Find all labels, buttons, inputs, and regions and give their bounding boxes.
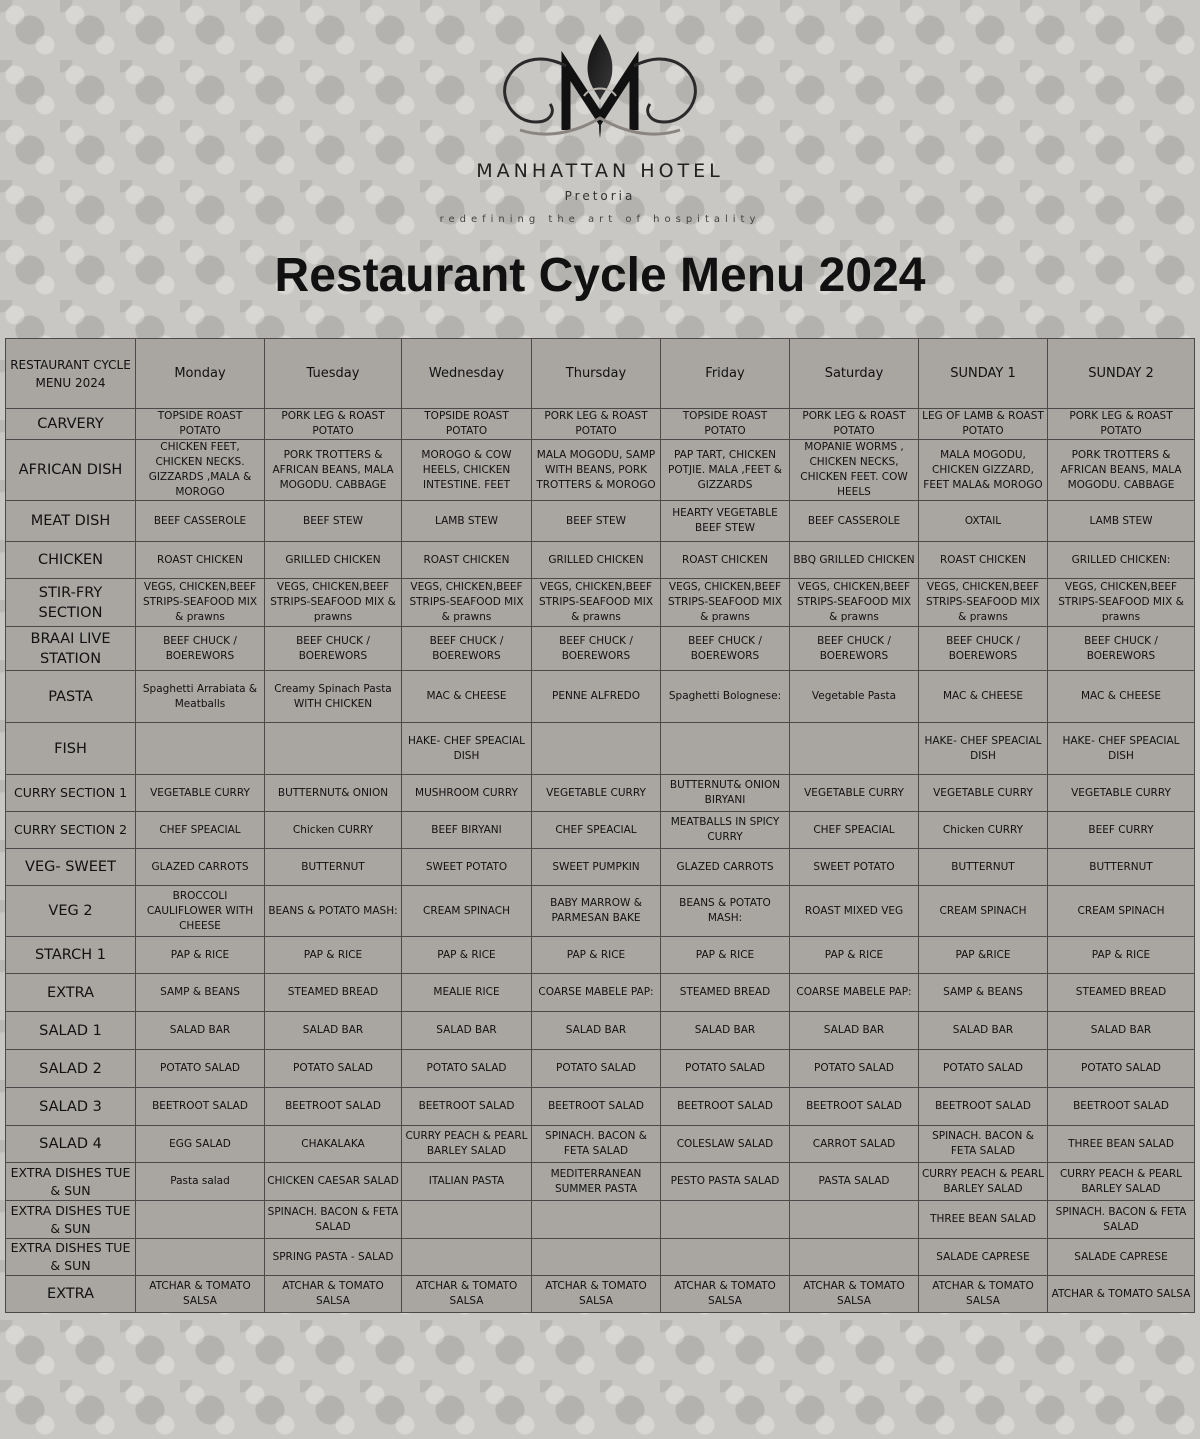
- menu-cell: ROAST CHICKEN: [919, 542, 1048, 579]
- menu-cell: [661, 723, 790, 775]
- menu-cell: MEDITERRANEAN SUMMER PASTA: [532, 1163, 661, 1201]
- table-row: [6, 1126, 1195, 1163]
- day-header: Thursday: [532, 339, 661, 409]
- row-category-label: EXTRA: [6, 1276, 136, 1313]
- menu-cell: Chicken CURRY: [265, 812, 402, 849]
- menu-cell: BEANS & POTATO MASH:: [265, 886, 402, 937]
- menu-cell: GRILLED CHICKEN: [532, 542, 661, 579]
- menu-cell: BEETROOT SALAD: [919, 1088, 1048, 1126]
- menu-cell: SAMP & BEANS: [919, 974, 1048, 1012]
- menu-cell: BEETROOT SALAD: [532, 1088, 661, 1126]
- menu-cell: SWEET POTATO: [402, 849, 532, 886]
- day-header-row: [6, 339, 1195, 409]
- menu-cell: COARSE MABELE PAP:: [532, 974, 661, 1012]
- menu-cell: BEEF CASSEROLE: [790, 501, 919, 542]
- menu-cell: BEEF CHUCK / BOEREWORS: [790, 627, 919, 671]
- menu-cell: HAKE- CHEF SPEACIAL DISH: [919, 723, 1048, 775]
- table-row: [6, 1012, 1195, 1050]
- menu-cell: BUTTERNUT& ONION BIRYANI: [661, 775, 790, 812]
- menu-cell: [402, 1239, 532, 1276]
- menu-cell: PAP &RICE: [919, 937, 1048, 974]
- menu-cell: CURRY PEACH & PEARL BARLEY SALAD: [1048, 1163, 1195, 1201]
- row-category-label: EXTRA DISHES TUE & SUN: [6, 1163, 136, 1201]
- menu-cell: SWEET POTATO: [790, 849, 919, 886]
- menu-cell: VEGS, CHICKEN,BEEF STRIPS-SEAFOOD MIX & prawns: [661, 579, 790, 627]
- menu-cell: MEATBALLS IN SPICY CURRY: [661, 812, 790, 849]
- hotel-name: MANHATTAN HOTEL: [476, 160, 724, 182]
- menu-cell: ITALIAN PASTA: [402, 1163, 532, 1201]
- day-header: SUNDAY 1: [919, 339, 1048, 409]
- menu-cell: SPINACH. BACON & FETA SALAD: [919, 1126, 1048, 1163]
- menu-cell: ATCHAR & TOMATO SALSA: [661, 1276, 790, 1313]
- menu-cell: VEGETABLE CURRY: [919, 775, 1048, 812]
- menu-cell: SALAD BAR: [790, 1012, 919, 1050]
- menu-cell: PORK LEG & ROAST POTATO: [1048, 409, 1195, 440]
- menu-cell: PENNE ALFREDO: [532, 671, 661, 723]
- menu-cell: MEALIE RICE: [402, 974, 532, 1012]
- menu-cell: BROCCOLI CAULIFLOWER WITH CHEESE: [136, 886, 265, 937]
- menu-cell: ATCHAR & TOMATO SALSA: [265, 1276, 402, 1313]
- menu-cell: STEAMED BREAD: [265, 974, 402, 1012]
- row-category-label: CURRY SECTION 1: [6, 775, 136, 812]
- menu-cell: BUTTERNUT: [265, 849, 402, 886]
- row-category-label: MEAT DISH: [6, 501, 136, 542]
- menu-cell: [790, 1239, 919, 1276]
- day-header: Friday: [661, 339, 790, 409]
- menu-cell: HAKE- CHEF SPEACIAL DISH: [402, 723, 532, 775]
- row-category-label: STIR-FRY SECTION: [6, 579, 136, 627]
- menu-cell: CHEF SPEACIAL: [136, 812, 265, 849]
- menu-cell: MUSHROOM CURRY: [402, 775, 532, 812]
- menu-cell: POTATO SALAD: [136, 1050, 265, 1088]
- menu-cell: CHEF SPEACIAL: [532, 812, 661, 849]
- menu-cell: CREAM SPINACH: [919, 886, 1048, 937]
- table-row: [6, 886, 1195, 937]
- table-row: [6, 1239, 1195, 1276]
- menu-cell: PORK TROTTERS & AFRICAN BEANS, MALA MOGODU. CABBAGE: [1048, 440, 1195, 501]
- menu-cell: BEANS & POTATO MASH:: [661, 886, 790, 937]
- menu-cell: PAP TART, CHICKEN POTJIE. MALA ,FEET & GIZZARDS: [661, 440, 790, 501]
- menu-cell: BEEF CHUCK / BOEREWORS: [1048, 627, 1195, 671]
- day-header: SUNDAY 2: [1048, 339, 1195, 409]
- menu-cell: VEGS, CHICKEN,BEEF STRIPS-SEAFOOD MIX & prawns: [1048, 579, 1195, 627]
- menu-cell: MOPANIE WORMS , CHICKEN NECKS, CHICKEN FEET. COW HEELS: [790, 440, 919, 501]
- table-row: [6, 1088, 1195, 1126]
- menu-cell: CURRY PEACH & PEARL BARLEY SALAD: [402, 1126, 532, 1163]
- menu-cell: BBQ GRILLED CHICKEN: [790, 542, 919, 579]
- menu-cell: POTATO SALAD: [790, 1050, 919, 1088]
- menu-cell: BEETROOT SALAD: [1048, 1088, 1195, 1126]
- menu-cell: MAC & CHEESE: [402, 671, 532, 723]
- menu-cell: VEGS, CHICKEN,BEEF STRIPS-SEAFOOD MIX & prawns: [532, 579, 661, 627]
- menu-cell: VEGS, CHICKEN,BEEF STRIPS-SEAFOOD MIX & prawns: [790, 579, 919, 627]
- menu-cell: SPINACH. BACON & FETA SALAD: [532, 1126, 661, 1163]
- row-category-label: FISH: [6, 723, 136, 775]
- menu-cell: GRILLED CHICKEN: [265, 542, 402, 579]
- table-row: [6, 1050, 1195, 1088]
- menu-cell: GRILLED CHICKEN:: [1048, 542, 1195, 579]
- menu-cell: ATCHAR & TOMATO SALSA: [402, 1276, 532, 1313]
- menu-cell: POTATO SALAD: [661, 1050, 790, 1088]
- menu-cell: STEAMED BREAD: [661, 974, 790, 1012]
- menu-cell: ROAST CHICKEN: [402, 542, 532, 579]
- menu-cell: PORK LEG & ROAST POTATO: [265, 409, 402, 440]
- menu-cell: PAP & RICE: [136, 937, 265, 974]
- hotel-logo-icon: [500, 30, 700, 145]
- menu-cell: Spaghetti Arrabiata & Meatballs: [136, 671, 265, 723]
- menu-cell: BEEF CHUCK / BOEREWORS: [661, 627, 790, 671]
- menu-cell: MALA MOGODU, SAMP WITH BEANS, PORK TROTTERS & MOROGO: [532, 440, 661, 501]
- menu-cell: POTATO SALAD: [265, 1050, 402, 1088]
- menu-cell: BEETROOT SALAD: [661, 1088, 790, 1126]
- table-row: [6, 1163, 1195, 1201]
- table-row: [6, 542, 1195, 579]
- menu-cell: LAMB STEW: [1048, 501, 1195, 542]
- hotel-tagline: redefining the art of hospitality: [439, 214, 761, 225]
- menu-cell: ATCHAR & TOMATO SALSA: [532, 1276, 661, 1313]
- menu-cell: [136, 1201, 265, 1239]
- menu-cell: BEEF CASSEROLE: [136, 501, 265, 542]
- menu-cell: VEGETABLE CURRY: [790, 775, 919, 812]
- menu-cell: COLESLAW SALAD: [661, 1126, 790, 1163]
- menu-cell: CHAKALAKA: [265, 1126, 402, 1163]
- menu-cell: CURRY PEACH & PEARL BARLEY SALAD: [919, 1163, 1048, 1201]
- menu-cell: ATCHAR & TOMATO SALSA: [919, 1276, 1048, 1313]
- menu-cell: SPRING PASTA - SALAD: [265, 1239, 402, 1276]
- menu-cell: ATCHAR & TOMATO SALSA: [136, 1276, 265, 1313]
- menu-cell: [136, 1239, 265, 1276]
- menu-cell: BUTTERNUT: [919, 849, 1048, 886]
- menu-cell: BEETROOT SALAD: [790, 1088, 919, 1126]
- menu-cell: CHICKEN CAESAR SALAD: [265, 1163, 402, 1201]
- menu-cell: BEEF CHUCK / BOEREWORS: [919, 627, 1048, 671]
- menu-cell: TOPSIDE ROAST POTATO: [136, 409, 265, 440]
- menu-cell: BEEF STEW: [532, 501, 661, 542]
- menu-cell: POTATO SALAD: [532, 1050, 661, 1088]
- row-category-label: EXTRA DISHES TUE & SUN: [6, 1201, 136, 1239]
- table-row: [6, 440, 1195, 501]
- menu-cell: SPINACH. BACON & FETA SALAD: [265, 1201, 402, 1239]
- table-row: [6, 671, 1195, 723]
- menu-cell: VEGS, CHICKEN,BEEF STRIPS-SEAFOOD MIX & prawns: [919, 579, 1048, 627]
- menu-cell: CARROT SALAD: [790, 1126, 919, 1163]
- row-category-label: SALAD 2: [6, 1050, 136, 1088]
- table-row: [6, 974, 1195, 1012]
- menu-cell: VEGS, CHICKEN,BEEF STRIPS-SEAFOOD MIX & prawns: [136, 579, 265, 627]
- menu-cell: GLAZED CARROTS: [136, 849, 265, 886]
- menu-cell: SALAD BAR: [1048, 1012, 1195, 1050]
- menu-cell: SALAD BAR: [919, 1012, 1048, 1050]
- menu-cell: ROAST CHICKEN: [661, 542, 790, 579]
- row-category-label: VEG- SWEET: [6, 849, 136, 886]
- menu-cell: [265, 723, 402, 775]
- menu-cell: [661, 1201, 790, 1239]
- page-title: Restaurant Cycle Menu 2024: [274, 249, 926, 302]
- menu-cell: SALADE CAPRESE: [919, 1239, 1048, 1276]
- menu-cell: MALA MOGODU, CHICKEN GIZZARD, FEET MALA& MOROGO: [919, 440, 1048, 501]
- menu-cell: SALAD BAR: [661, 1012, 790, 1050]
- menu-cell: [136, 723, 265, 775]
- day-header: Wednesday: [402, 339, 532, 409]
- menu-cell: SALAD BAR: [532, 1012, 661, 1050]
- menu-cell: Creamy Spinach Pasta WITH CHICKEN: [265, 671, 402, 723]
- menu-cell: PAP & RICE: [790, 937, 919, 974]
- menu-cell: SALAD BAR: [265, 1012, 402, 1050]
- table-row: [6, 723, 1195, 775]
- row-category-label: STARCH 1: [6, 937, 136, 974]
- row-category-label: AFRICAN DISH: [6, 440, 136, 501]
- menu-cell: [532, 723, 661, 775]
- menu-cell: Pasta salad: [136, 1163, 265, 1201]
- table-row: [6, 937, 1195, 974]
- menu-cell: CREAM SPINACH: [402, 886, 532, 937]
- menu-cell: [532, 1201, 661, 1239]
- menu-cell: HEARTY VEGETABLE BEEF STEW: [661, 501, 790, 542]
- menu-cell: COARSE MABELE PAP:: [790, 974, 919, 1012]
- menu-cell: CREAM SPINACH: [1048, 886, 1195, 937]
- menu-cell: BEEF CHUCK / BOEREWORS: [136, 627, 265, 671]
- row-category-label: EXTRA DISHES TUE & SUN: [6, 1239, 136, 1276]
- menu-cell: [402, 1201, 532, 1239]
- table-corner-label: RESTAURANT CYCLE MENU 2024: [6, 339, 136, 409]
- table-row: [6, 501, 1195, 542]
- menu-cell: PAP & RICE: [1048, 937, 1195, 974]
- menu-cell: BEEF CHUCK / BOEREWORS: [265, 627, 402, 671]
- table-row: [6, 812, 1195, 849]
- menu-cell: SAMP & BEANS: [136, 974, 265, 1012]
- menu-cell: STEAMED BREAD: [1048, 974, 1195, 1012]
- row-category-label: BRAAI LIVE STATION: [6, 627, 136, 671]
- table-row: [6, 849, 1195, 886]
- menu-cell: SALAD BAR: [402, 1012, 532, 1050]
- menu-cell: [532, 1239, 661, 1276]
- menu-cell: THREE BEAN SALAD: [919, 1201, 1048, 1239]
- menu-cell: TOPSIDE ROAST POTATO: [402, 409, 532, 440]
- menu-cell: BEETROOT SALAD: [402, 1088, 532, 1126]
- menu-cell: EGG SALAD: [136, 1126, 265, 1163]
- menu-cell: VEGS, CHICKEN,BEEF STRIPS-SEAFOOD MIX & prawns: [402, 579, 532, 627]
- menu-cell: POTATO SALAD: [1048, 1050, 1195, 1088]
- hotel-city: Pretoria: [564, 189, 636, 203]
- menu-cell: PORK TROTTERS & AFRICAN BEANS, MALA MOGODU. CABBAGE: [265, 440, 402, 501]
- menu-cell: GLAZED CARROTS: [661, 849, 790, 886]
- menu-cell: ATCHAR & TOMATO SALSA: [1048, 1276, 1195, 1313]
- menu-cell: BEEF BIRYANI: [402, 812, 532, 849]
- row-category-label: CARVERY: [6, 409, 136, 440]
- menu-cell: Chicken CURRY: [919, 812, 1048, 849]
- menu-cell: VEGETABLE CURRY: [532, 775, 661, 812]
- menu-cell: BEETROOT SALAD: [265, 1088, 402, 1126]
- day-header: Tuesday: [265, 339, 402, 409]
- menu-cell: OXTAIL: [919, 501, 1048, 542]
- cycle-menu-table: [5, 338, 1195, 1313]
- day-header: Monday: [136, 339, 265, 409]
- menu-cell: PAP & RICE: [661, 937, 790, 974]
- menu-cell: PESTO PASTA SALAD: [661, 1163, 790, 1201]
- row-category-label: EXTRA: [6, 974, 136, 1012]
- row-category-label: CHICKEN: [6, 542, 136, 579]
- row-category-label: VEG 2: [6, 886, 136, 937]
- menu-cell: CHICKEN FEET, CHICKEN NECKS. GIZZARDS ,MALA & MOROGO: [136, 440, 265, 501]
- menu-cell: SALAD BAR: [136, 1012, 265, 1050]
- menu-cell: [661, 1239, 790, 1276]
- menu-cell: LEG OF LAMB & ROAST POTATO: [919, 409, 1048, 440]
- row-category-label: PASTA: [6, 671, 136, 723]
- menu-cell: THREE BEAN SALAD: [1048, 1126, 1195, 1163]
- menu-cell: HAKE- CHEF SPEACIAL DISH: [1048, 723, 1195, 775]
- menu-cell: BEEF STEW: [265, 501, 402, 542]
- table-row: [6, 775, 1195, 812]
- row-category-label: SALAD 4: [6, 1126, 136, 1163]
- menu-body: [6, 409, 1195, 1313]
- menu-cell: ROAST CHICKEN: [136, 542, 265, 579]
- menu-cell: BABY MARROW & PARMESAN BAKE: [532, 886, 661, 937]
- menu-cell: SALADE CAPRESE: [1048, 1239, 1195, 1276]
- menu-cell: PORK LEG & ROAST POTATO: [532, 409, 661, 440]
- menu-cell: MOROGO & COW HEELS, CHICKEN INTESTINE. FEET: [402, 440, 532, 501]
- header: [0, 0, 1200, 330]
- table-row: [6, 1276, 1195, 1313]
- menu-cell: VEGS, CHICKEN,BEEF STRIPS-SEAFOOD MIX & prawns: [265, 579, 402, 627]
- menu-cell: BEEF CHUCK / BOEREWORS: [532, 627, 661, 671]
- menu-cell: ATCHAR & TOMATO SALSA: [790, 1276, 919, 1313]
- menu-cell: POTATO SALAD: [919, 1050, 1048, 1088]
- menu-cell: MAC & CHEESE: [919, 671, 1048, 723]
- menu-cell: SPINACH. BACON & FETA SALAD: [1048, 1201, 1195, 1239]
- menu-cell: PAP & RICE: [402, 937, 532, 974]
- menu-cell: BUTTERNUT: [1048, 849, 1195, 886]
- row-category-label: SALAD 3: [6, 1088, 136, 1126]
- row-category-label: CURRY SECTION 2: [6, 812, 136, 849]
- table-row: [6, 409, 1195, 440]
- day-header: Saturday: [790, 339, 919, 409]
- menu-cell: Spaghetti Bolognese:: [661, 671, 790, 723]
- table-row: [6, 1201, 1195, 1239]
- menu-cell: ROAST MIXED VEG: [790, 886, 919, 937]
- menu-cell: VEGETABLE CURRY: [136, 775, 265, 812]
- menu-cell: PORK LEG & ROAST POTATO: [790, 409, 919, 440]
- menu-cell: BUTTERNUT& ONION: [265, 775, 402, 812]
- table-row: [6, 627, 1195, 671]
- menu-cell: [790, 723, 919, 775]
- row-category-label: SALAD 1: [6, 1012, 136, 1050]
- menu-cell: BEEF CHUCK / BOEREWORS: [402, 627, 532, 671]
- menu-cell: [790, 1201, 919, 1239]
- menu-cell: BEEF CURRY: [1048, 812, 1195, 849]
- menu-cell: LAMB STEW: [402, 501, 532, 542]
- menu-cell: PAP & RICE: [532, 937, 661, 974]
- table-row: [6, 579, 1195, 627]
- menu-cell: TOPSIDE ROAST POTATO: [661, 409, 790, 440]
- menu-cell: Vegetable Pasta: [790, 671, 919, 723]
- menu-cell: SWEET PUMPKIN: [532, 849, 661, 886]
- menu-cell: CHEF SPEACIAL: [790, 812, 919, 849]
- menu-cell: POTATO SALAD: [402, 1050, 532, 1088]
- menu-cell: VEGETABLE CURRY: [1048, 775, 1195, 812]
- menu-cell: PAP & RICE: [265, 937, 402, 974]
- menu-cell: MAC & CHEESE: [1048, 671, 1195, 723]
- menu-cell: BEETROOT SALAD: [136, 1088, 265, 1126]
- menu-cell: PASTA SALAD: [790, 1163, 919, 1201]
